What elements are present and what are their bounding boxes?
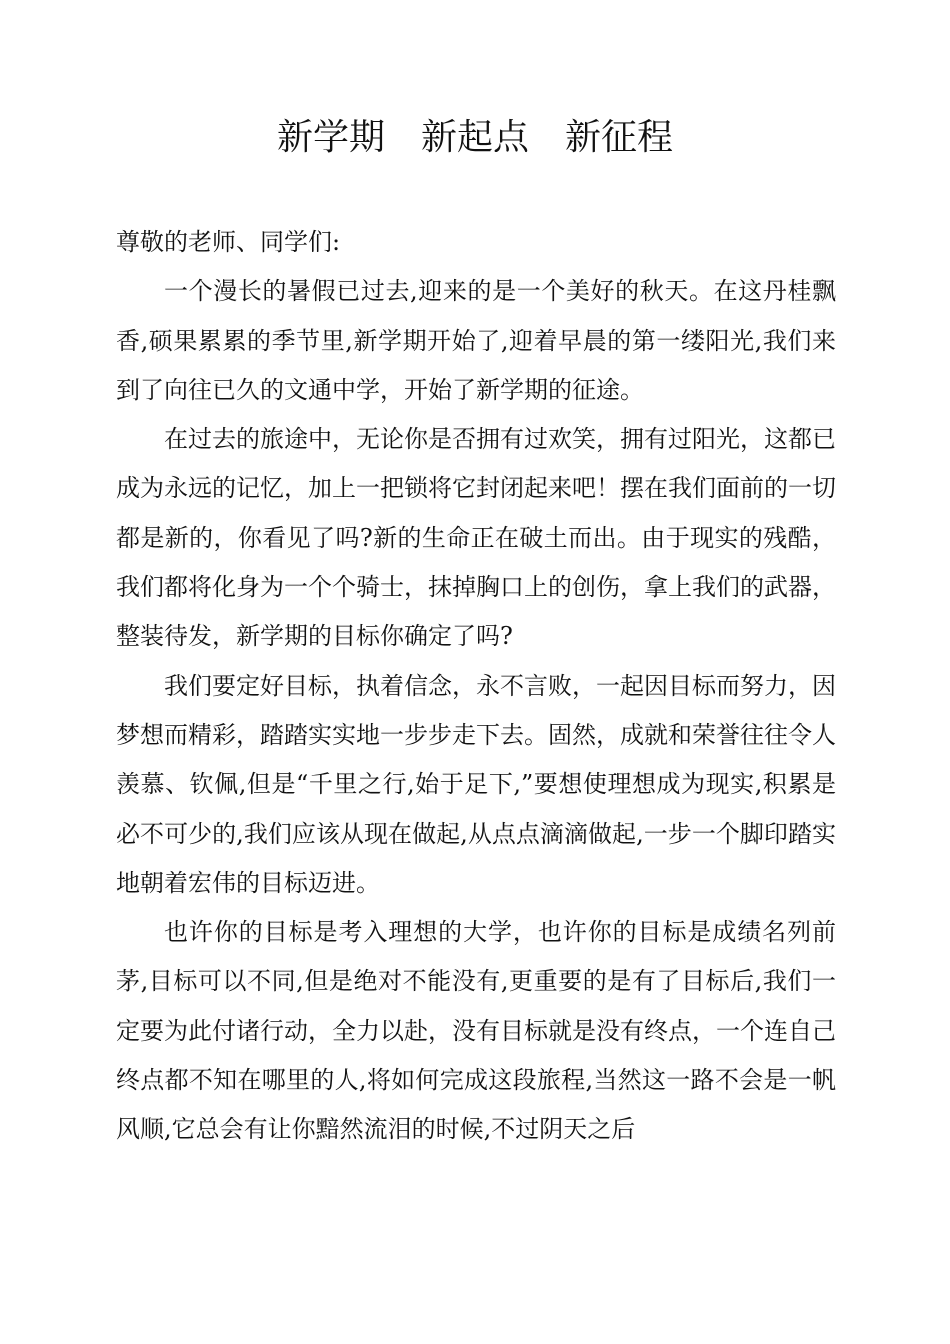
salutation: 尊敬的老师、同学们:	[116, 228, 341, 256]
paragraph-3: 我们要定好目标，执着信念，永不言败，一起因目标而努力，因梦想而精彩，踏踏实实地一步步走下去。固然，成就和荣誉往往令人羡慕、钦佩,但是“千里之行,始于足下,”要想使理想成为现实,积累是必不可少的,我们应该从现在做起,从点点滴滴做起,一步一个脚印踏实地朝着宏伟的目标迈进。	[116, 671, 836, 897]
document-body	[116, 218, 836, 1155]
paragraph-2: 在过去的旅途中，无论你是否拥有过欢笑，拥有过阳光，这都已成为永远的记忆，加上一把锁将它封闭起来吧！摆在我们面前的一切都是新的，你看见了吗?新的生命正在破土而出。由于现实的残酷，我们都将化身为一个个骑士，抹掉胸口上的创伤，拿上我们的武器，整装待发，新学期的目标你确定了吗?	[116, 425, 836, 651]
paragraph-1: 一个漫长的暑假已过去,迎来的是一个美好的秋天。在这丹桂飘香,硕果累累的季节里,新学期开始了,迎着早晨的第一缕阳光,我们来到了向往已久的文通中学，开始了新学期的征途。	[116, 277, 836, 404]
document-title: 新学期 新起点 新征程	[276, 117, 673, 158]
paragraph-4: 也许你的目标是考入理想的大学，也许你的目标是成绩名列前茅,目标可以不同,但是绝对不能没有,更重要的是有了目标后,我们一定要为此付诸行动，全力以赴，没有目标就是没有终点，一个连自己终点都不知在哪里的人,将如何完成这段旅程,当然这一路不会是一帆风顺,它总会有让你黯然流泪的时候,不过阴天之后	[116, 918, 836, 1144]
